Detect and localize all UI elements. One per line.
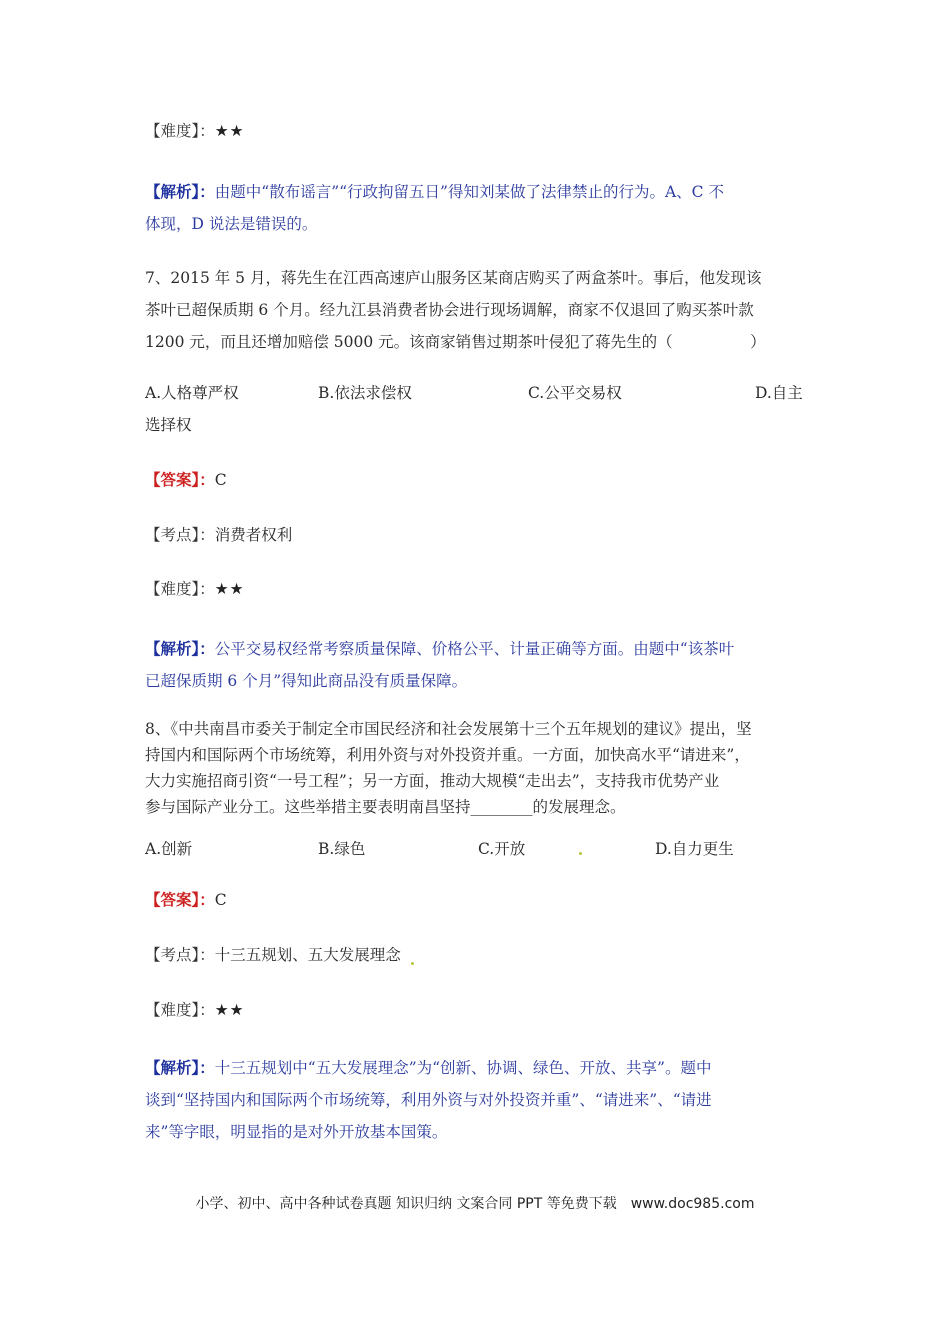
- difficulty-stars: ★★: [214, 122, 245, 140]
- difficulty-label: 【难度】：: [145, 122, 215, 140]
- answer-value: C: [214, 891, 227, 909]
- q7-option-a: A.人格尊严权: [145, 384, 239, 402]
- point-value: 消费者权利: [214, 526, 293, 544]
- q8-option-c: C.开放: [478, 840, 526, 858]
- page-footer: 小学、初中、高中各种试卷真题 知识归纳 文案合同 PPT 等免费下载 www.doc985.com: [195, 1196, 755, 1212]
- analysis-line: 已超保质期 6 个月”得知此商品没有质量保障。: [145, 672, 468, 690]
- stem-line: 持国内和国际两个市场统筹，利用外资与对外投资并重。一方面，加快高水平“请进来”，: [145, 746, 750, 764]
- q8-option-b: B.绿色: [318, 840, 366, 858]
- q7-stem: [145, 262, 805, 358]
- q6-difficulty: [145, 121, 245, 141]
- analysis-line: 公平交易权经常考察质量保障、价格公平、计量正确等方面。由题中“该茶叶: [214, 640, 735, 658]
- stem-line: 大力实施招商引资“一号工程”；另一方面，推动大规模“走出去”，支持我市优势产业: [145, 772, 720, 790]
- q7-analysis: [145, 633, 805, 697]
- q7-difficulty: [145, 579, 245, 599]
- difficulty-label: 【难度】：: [145, 580, 215, 598]
- q7-option-d: D.自主: [755, 384, 803, 402]
- difficulty-stars: ★★: [214, 1001, 245, 1019]
- q7-point: [145, 525, 292, 545]
- q7-option-b: B.依法求偿权: [318, 384, 412, 402]
- stem-line: 参与国际产业分工。这些举措主要表明南昌坚持________的发展理念。: [145, 798, 626, 816]
- analysis-label: 【解析】：: [145, 1059, 215, 1077]
- point-label: 【考点】：: [145, 526, 215, 544]
- analysis-line: 谈到“坚持国内和国际两个市场统筹，利用外资与对外投资并重”、“请进来”、“请进: [145, 1091, 712, 1109]
- q7-option-d-wrap: 选择权: [145, 416, 192, 434]
- answer-value: C: [214, 471, 227, 489]
- stem-line: 1200 元，而且还增加赔偿 5000 元。该商家销售过期茶叶侵犯了蒋先生的（ ）: [145, 333, 766, 351]
- q7-answer: [145, 470, 227, 490]
- analysis-line: 体现，D 说法是错误的。: [145, 215, 318, 233]
- stray-dot: [579, 852, 582, 855]
- q8-analysis: [145, 1052, 805, 1148]
- analysis-line: 十三五规划中“五大发展理念”为“创新、协调、绿色、开放、共享”。题中: [214, 1059, 712, 1077]
- stem-line: 茶叶已超保质期 6 个月。经九江县消费者协会进行现场调解，商家不仅退回了购买茶叶款: [145, 301, 754, 319]
- difficulty-stars: ★★: [214, 580, 245, 598]
- q6-analysis: [145, 176, 805, 240]
- analysis-line: 由题中“散布谣言”“行政拘留五日”得知刘某做了法律禁止的行为。A、C 不: [214, 183, 724, 201]
- answer-label: 【答案】：: [145, 891, 215, 909]
- analysis-label: 【解析】：: [145, 640, 215, 658]
- stray-dot: [411, 962, 414, 965]
- q8-point: [145, 945, 401, 965]
- q8-difficulty: [145, 1000, 245, 1020]
- analysis-line: 来”等字眼，明显指的是对外开放基本国策。: [145, 1123, 448, 1141]
- q7-option-c: C.公平交易权: [528, 384, 622, 402]
- difficulty-label: 【难度】：: [145, 1001, 215, 1019]
- q8-option-a: A.创新: [145, 840, 193, 858]
- point-label: 【考点】：: [145, 946, 215, 964]
- stem-line: 7、2015 年 5 月，蒋先生在江西高速庐山服务区某商店购买了两盒茶叶。事后，他发现该: [145, 269, 762, 287]
- analysis-label: 【解析】：: [145, 183, 215, 201]
- q8-option-d: D.自力更生: [655, 840, 734, 858]
- stem-line: 8、《中共南昌市委关于制定全市国民经济和社会发展第十三个五年规划的建议》提出，坚: [145, 720, 752, 738]
- q8-answer: [145, 890, 227, 910]
- point-value: 十三五规划、五大发展理念: [214, 946, 401, 964]
- answer-label: 【答案】：: [145, 471, 215, 489]
- q8-stem: [145, 716, 805, 820]
